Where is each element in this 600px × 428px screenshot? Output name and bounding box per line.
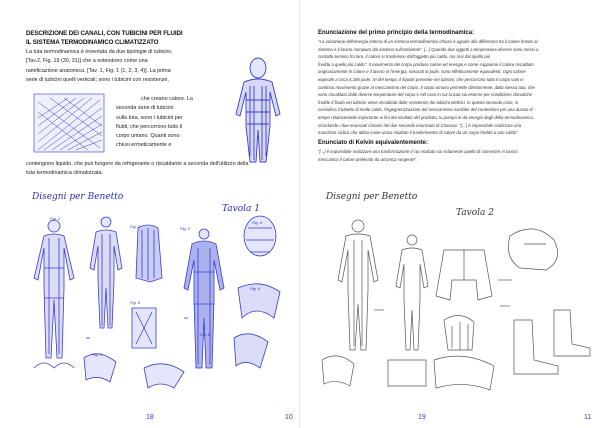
text-line: "[...] è impossibile realizzare una trasformazione il cui risultato sia solamente quello di convertire in lavoro [318, 149, 518, 154]
text-line: corpo umano. Quanti sono [116, 133, 180, 140]
page-number: 11 [584, 414, 592, 421]
page-number: 10 [285, 414, 293, 421]
text-line: contengono liquido, che può fungere da refrigerante o riscaldante a seconda dell'utilizzo della [26, 161, 249, 167]
text-line: originariamente in calore e il lavoro in l'energia, misurati in joule, sono effettivamente equivalenti. Ogni calorie [318, 69, 526, 75]
text-line: considera il tubetto di molto caldo, l'ingegnerizzazione del meccanismo sarebbe del contenitore per una durata di [318, 107, 533, 113]
fig-label: Fig. 2 [130, 224, 141, 229]
fig-label: Fig. 3 [180, 226, 191, 231]
plate-signature: Disegni per Benetto [326, 192, 418, 202]
text-line: serie di tubicini quelli verticali; sono i tubicini con resistenze, [26, 76, 169, 83]
kelvin-heading: Enunciato di Kelvin equivalentemente: [318, 140, 429, 146]
fig-label: Fig. 6 [250, 286, 261, 291]
text-line: fluidi, che percorrono tutto il [116, 123, 183, 130]
section-heading: DESCRIZIONE DEI CANALI, CON TUBICINI PER FLUIDI [26, 30, 183, 37]
figure-1-sketch [34, 220, 74, 368]
text-line: chiusi ermeticamente e [116, 142, 172, 149]
principle-heading: Enunciazione del primo principio della termodinamica: [318, 30, 475, 36]
fig-label: Fig. 5 [130, 300, 141, 305]
plate-2-illustration [314, 210, 594, 396]
kelvin-quote [318, 148, 590, 163]
text-line: che creano calore. La [141, 96, 193, 102]
text-line: continuo movimento grazie al meccanismo del corpo. Il corpo umano permette direttamente, dalla stessa tuta, che [318, 84, 535, 90]
text-line: ramificazione anatomica. [Tav. 1, Fig. 1 (1, 2, 3, 4)]. La prima [26, 67, 171, 74]
text-line: sulla tuta, sono i tubicini per [116, 114, 183, 121]
body-paragraph-right [116, 95, 220, 151]
principle-quote [318, 38, 590, 137]
text-line: [Tav.2, Fig. 19 (30, 31)] che a estendono come una [26, 58, 148, 65]
plate-signature: Disegni per Benetto [32, 192, 124, 202]
plate-1-illustration [24, 208, 294, 398]
text-line: fredde il fluido nei tubicini viene riscaldato dalle resistenze dei tubicini elettrici. In questo secondo caso, si [318, 99, 518, 105]
tubing-detail-sketch [30, 90, 110, 158]
text-line: contatto termico fra loro, il calore si trasferisce dall'oggetto più caldo, ma mai dal quello più [318, 54, 491, 60]
text-line: sono riscaldata dalle diverse temperature del corpo e nel caso in cui la tuta sia esterne per condizione climatiche [318, 92, 533, 98]
text-line: tempo relativamente importante ai fini del risultato del prodotto, la pompa in da energia degli della termodinamica, [318, 114, 534, 120]
fig-label: Fig. 8 [200, 332, 211, 337]
text-line: equivale a circa 4,186 joule. Ivi del tempo, il liquido presente nei tubicini, che percorrono tutto il corpo vani in [318, 76, 524, 82]
fig-label: Fig. 1 [50, 216, 61, 221]
right-page [300, 0, 600, 428]
body-paragraph [26, 48, 218, 85]
text-line: seconda serie di tubicini [116, 105, 174, 112]
text-line: ricordando i due enunciati classici del due secondo enunciato di Clausius: "[...] è impossibile realizzare una [318, 122, 522, 128]
text-line: meccanico il calore prelevato da un'unica sorgente". [318, 156, 418, 162]
text-line: macchina ciclica che abbia come unico risultato il trasferimento di calore da un corpo freddo a uno caldo". [318, 130, 519, 136]
text-line: "La variazione dell'energia interna di un sistema termodinamico chiuso è uguale alla differenza tra il calore fornito al [318, 39, 538, 44]
text-line: La tuta termodinamica è inventata da due tipologie di tubicini, [26, 49, 173, 55]
plate-title: Tavola 1 [222, 204, 261, 214]
fig-label: Fig. 7 [92, 352, 103, 357]
text-line: tuta termodinamica climatizzata. [26, 170, 103, 177]
plate-title: Tavola 2 [456, 208, 495, 218]
page-number: 19 [418, 414, 426, 421]
page-number: 18 [146, 414, 154, 421]
text-line: sistema e il lavoro compiuto dal sistema sull'ambiente". [...] Quando due oggetti a temperature diverse sono messi a [318, 46, 539, 52]
text-line: freddo a quello più caldo". Il movimento del corpo produce calore ed energia e come sappiamo il calore riscaldato [318, 61, 534, 67]
fig-label: Fig. 4 [252, 220, 263, 225]
section-subheading: IL SISTEMA TERMODINAMICO CLIMATIZZATO [26, 39, 159, 46]
bodysuit-front-sketch [222, 56, 294, 166]
